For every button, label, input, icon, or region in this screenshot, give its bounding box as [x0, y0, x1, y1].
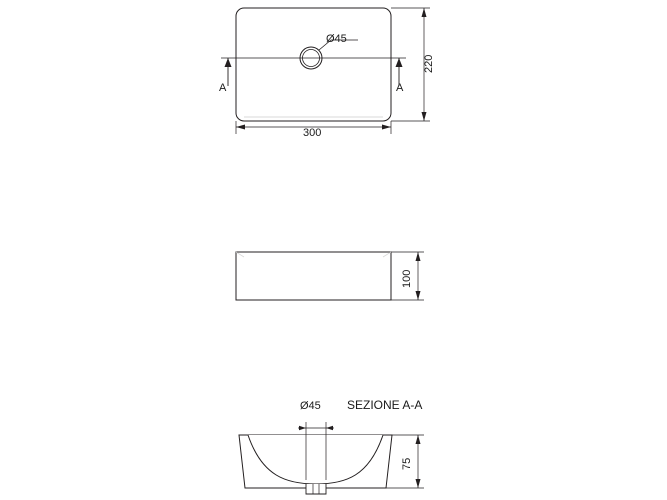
dim-arrow-300-left [236, 125, 245, 130]
front-view-outline [236, 252, 391, 300]
dim-arrow-220-bottom [422, 112, 427, 121]
front-view-height-label: 100 [401, 269, 413, 288]
top-view-depth-label: 220 [423, 54, 435, 73]
section-title: SEZIONE A-A [347, 398, 423, 412]
section-depth-label: 75 [401, 457, 413, 470]
section-drain-boss [306, 484, 326, 494]
top-view-drain-label: Ø45 [326, 33, 347, 45]
dim-arrow-100-top [416, 252, 421, 261]
section-mark-right-label: A [396, 82, 404, 94]
dim-arrow-220-top [422, 8, 427, 17]
top-view-width-label: 300 [303, 127, 322, 139]
section-dim-arrow-d45-right [326, 426, 333, 430]
dim-arrow-100-bottom [416, 291, 421, 300]
section-drain-label: Ø45 [300, 400, 321, 412]
section-dim-arrow-75-top [416, 435, 421, 444]
section-arrow-left-head [225, 58, 232, 67]
section-dim-arrow-75-bottom [416, 479, 421, 488]
dim-arrow-300-right [382, 125, 391, 130]
section-mark-left-label: A [219, 82, 227, 94]
section-arrow-right-head [396, 58, 403, 67]
section-dim-arrow-d45-left [299, 426, 306, 430]
